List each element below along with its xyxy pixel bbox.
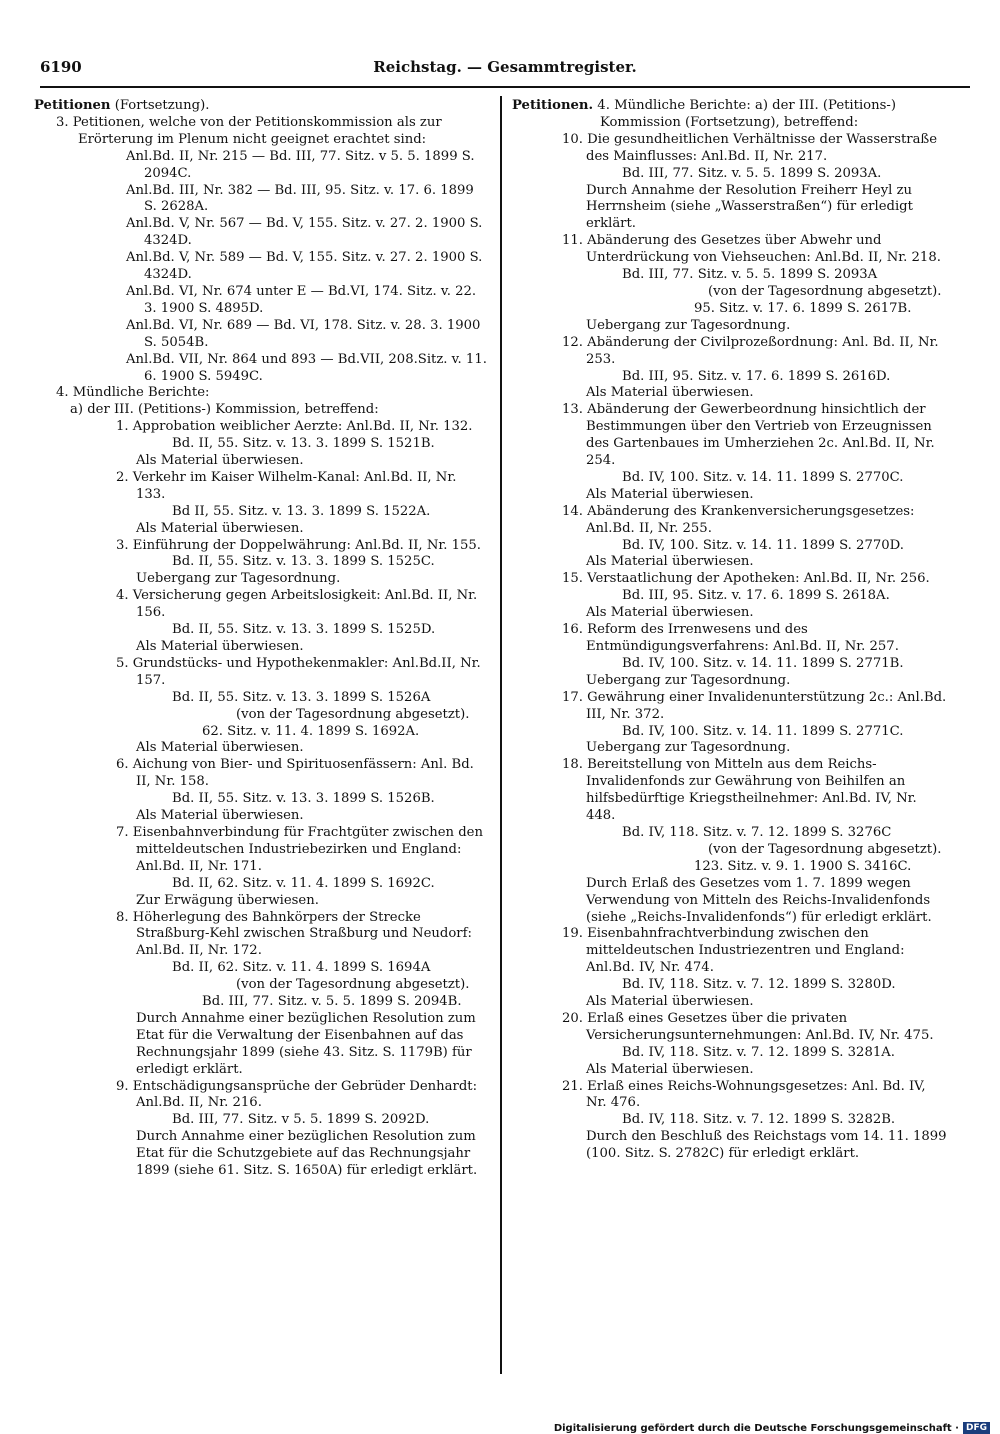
register-entry	[512, 504, 948, 572]
entry-reference: 95. Sitz. v. 17. 6. 1899 S. 2617B.	[694, 300, 912, 316]
section-3-refs	[62, 149, 488, 386]
entry-title: 5. Grundstücks- und Hypothekenmakler: Anl.Bd.II, Nr. 157.	[116, 655, 481, 688]
entry-title: 13. Abänderung der Gewerbeordnung hinsichtlich der Bestimmungen über den Vertrieb von Erzeugnissen des Gartenbaues im Umherziehen 2c. Anl.Bd. II, Nr. 254.	[562, 402, 935, 469]
entry-reference: Bd. IV, 100. Sitz. v. 14. 11. 1899 S. 2770C.	[622, 469, 904, 485]
register-entry	[512, 571, 948, 622]
register-entry	[62, 588, 488, 656]
section-3-ref: Anl.Bd. V, Nr. 567 — Bd. V, 155. Sitz. v. 27. 2. 1900 S. 4324D.	[126, 216, 483, 249]
page-header	[40, 58, 970, 82]
entry-reference: Bd. IV, 100. Sitz. v. 14. 11. 1899 S. 2771C.	[622, 723, 904, 739]
register-entry	[512, 335, 948, 403]
register-entry	[512, 132, 948, 233]
entry-title: 1. Approbation weiblicher Aerzte: Anl.Bd. II, Nr. 132.	[116, 419, 473, 435]
entry-reference: Bd II, 55. Sitz. v. 13. 3. 1899 S. 1522A.	[172, 503, 431, 519]
entry-reference: Bd. III, 77. Sitz. v. 5. 5. 1899 S. 2094B.	[202, 994, 462, 1010]
entry-title: 6. Aichung von Bier- und Spirituosenfässern: Anl. Bd. II, Nr. 158.	[116, 757, 474, 790]
entry-title: 7. Eisenbahnverbindung für Frachtgüter zwischen den mitteldeutschen Industriebezirken und England: Anl.Bd. II, Nr. 171.	[116, 824, 483, 874]
entry-result: Durch den Beschluß des Reichstags vom 14. 11. 1899 (100. Sitz. S. 2782C) für erledigt erklärt.	[586, 1129, 947, 1162]
page-number: 6190	[40, 58, 82, 76]
register-entry	[512, 926, 948, 1011]
register-entry	[62, 910, 488, 1079]
entry-title: 19. Eisenbahnfrachtverbindung zwischen den mitteldeutschen Industriezentren und England: Anl.Bd. IV, Nr. 474.	[562, 926, 905, 976]
entry-reference: (von der Tagesordnung abgesetzt).	[708, 841, 942, 857]
register-entry	[512, 1079, 948, 1164]
register-entry	[62, 825, 488, 910]
entry-result: Als Material überwiesen.	[586, 554, 754, 570]
register-entry	[512, 757, 948, 926]
entry-reference: (von der Tagesordnung abgesetzt).	[708, 283, 942, 299]
entry-result: Als Material überwiesen.	[586, 994, 754, 1010]
heading-word: Petitionen.	[512, 98, 594, 113]
entry-result: Als Material überwiesen.	[586, 605, 754, 621]
dfg-logo-icon: DFG	[963, 1422, 990, 1434]
entry-title: 17. Gewährung einer Invalidenunterstützung 2c.: Anl.Bd. III, Nr. 372.	[562, 689, 947, 722]
entry-reference: Bd. III, 95. Sitz. v. 17. 6. 1899 S. 2618A.	[622, 588, 890, 604]
right-item-list	[512, 132, 948, 1163]
entry-result: Als Material überwiesen.	[136, 740, 304, 756]
register-entry	[512, 622, 948, 690]
entry-title: 14. Abänderung des Krankenversicherungsgesetzes: Anl.Bd. II, Nr. 255.	[562, 503, 915, 536]
footer-text: Digitalisierung gefördert durch die Deutsche Forschungsgemeinschaft ·	[553, 1422, 959, 1434]
entry-result: Durch Annahme einer bezüglichen Resolution zum Etat für die Verwaltung der Eisenbahnen auf das Rechnungsjahr 1899 (siehe 43. Sitz. S. 1179B) für erledigt erklärt.	[136, 1010, 476, 1077]
entry-result: Uebergang zur Tagesordnung.	[586, 317, 791, 333]
entry-reference: Bd. III, 77. Sitz. v 5. 5. 1899 S. 2092D.	[172, 1112, 430, 1128]
register-entry	[62, 538, 488, 589]
register-entry	[62, 470, 488, 538]
right-heading	[512, 98, 948, 132]
entry-reference: Bd. III, 77. Sitz. v. 5. 5. 1899 S. 2093A.	[622, 165, 882, 181]
section-3-ref: Anl.Bd. VII, Nr. 864 und 893 — Bd.VII, 208.Sitz. v. 11. 6. 1900 S. 5949C.	[126, 351, 487, 384]
entry-title: 4. Versicherung gegen Arbeitslosigkeit: Anl.Bd. II, Nr. 156.	[116, 588, 478, 621]
register-entry	[62, 419, 488, 470]
running-title: Reichstag. — Gesammtregister.	[373, 58, 637, 76]
register-entry	[512, 690, 948, 758]
entry-reference: Bd. II, 62. Sitz. v. 11. 4. 1899 S. 1692C.	[172, 875, 435, 891]
left-column	[34, 98, 488, 1180]
entry-title: 18. Bereitstellung von Mitteln aus dem Reichs-Invalidenfonds zur Gewährung von Beihilfen an hilfsbedürftige Kriegstheilnehmer: Anl.Bd. IV, Nr. 448.	[562, 757, 917, 824]
entry-reference: Bd. II, 55. Sitz. v. 13. 3. 1899 S. 1525C.	[172, 554, 435, 570]
column-divider	[500, 96, 502, 1374]
entry-reference: Bd. IV, 100. Sitz. v. 14. 11. 1899 S. 2770D.	[622, 537, 904, 553]
entry-result: Zur Erwägung überwiesen.	[136, 892, 319, 908]
entry-reference: 62. Sitz. v. 11. 4. 1899 S. 1692A.	[202, 723, 420, 739]
entry-reference: Bd. II, 55. Sitz. v. 13. 3. 1899 S. 1526A	[172, 689, 431, 705]
entry-result: Durch Annahme einer bezüglichen Resolution zum Etat für die Schutzgebiete auf das Rechnungsjahr 1899 (siehe 61. Sitz. S. 1650A) für erledigt erklärt.	[136, 1129, 478, 1179]
entry-title: 12. Abänderung der Civilprozeßordnung: Anl. Bd. II, Nr. 253.	[562, 334, 939, 367]
entry-result: Als Material überwiesen.	[136, 639, 304, 654]
entry-reference: (von der Tagesordnung abgesetzt).	[236, 706, 470, 722]
entry-reference: Bd. IV, 118. Sitz. v. 7. 12. 1899 S. 3276C	[622, 824, 892, 840]
entry-title: 16. Reform des Irrenwesens und des Entmündigungsverfahrens: Anl.Bd. II, Nr. 257.	[562, 622, 899, 654]
register-entry	[62, 757, 488, 825]
entry-reference: Bd. II, 55. Sitz. v. 13. 3. 1899 S. 1521B.	[172, 436, 435, 452]
section-3-text: 3. Petitionen, welche von der Petitionskommission als zur Erörterung im Plenum nicht geeignet erachtet sind:	[56, 114, 442, 147]
entry-reference: Bd. III, 77. Sitz. v. 5. 5. 1899 S. 2093A	[622, 267, 878, 283]
entry-reference: Bd. IV, 118. Sitz. v. 7. 12. 1899 S. 3280D.	[622, 977, 896, 993]
heading-suffix: 4. Mündliche Berichte: a) der III. (Petitions-) Kommission (Fortsetzung), betreffend:	[593, 98, 896, 130]
section-3-ref: Anl.Bd. II, Nr. 215 — Bd. III, 77. Sitz. v 5. 5. 1899 S. 2094C.	[126, 148, 475, 181]
entry-title: 10. Die gesundheitlichen Verhältnisse der Wasserstraße des Mainflusses: Anl.Bd. II, Nr. 217.	[562, 131, 938, 164]
entry-reference: Bd. IV, 100. Sitz. v. 14. 11. 1899 S. 2771B.	[622, 655, 904, 671]
entry-title: 2. Verkehr im Kaiser Wilhelm-Kanal: Anl.Bd. II, Nr. 133.	[116, 469, 457, 502]
entry-result: Als Material überwiesen.	[136, 520, 304, 536]
entry-title: 15. Verstaatlichung der Apotheken: Anl.Bd. II, Nr. 256.	[562, 571, 930, 587]
entry-result: Als Material überwiesen.	[586, 1061, 754, 1077]
entry-reference: Bd. II, 55. Sitz. v. 13. 3. 1899 S. 1526B.	[172, 791, 435, 807]
page-footer	[554, 1422, 990, 1434]
register-entry	[62, 1079, 488, 1180]
heading-word: Petitionen	[34, 98, 111, 113]
entry-reference: Bd. IV, 118. Sitz. v. 7. 12. 1899 S. 3282B.	[622, 1112, 896, 1128]
entry-result: Als Material überwiesen.	[586, 385, 754, 401]
entry-reference: Bd. IV, 118. Sitz. v. 7. 12. 1899 S. 3281A.	[622, 1044, 895, 1060]
entry-result: Durch Annahme der Resolution Freiherr Heyl zu Herrnsheim (siehe „Wasserstraßen“) für erledigt erklärt.	[586, 182, 913, 232]
entry-result: Uebergang zur Tagesordnung.	[136, 571, 341, 587]
entry-result: Als Material überwiesen.	[136, 453, 304, 469]
entry-reference: Bd. II, 55. Sitz. v. 13. 3. 1899 S. 1525D.	[172, 622, 436, 638]
register-entry	[512, 402, 948, 503]
entry-title: 9. Entschädigungsansprüche der Gebrüder Denhardt: Anl.Bd. II, Nr. 216.	[116, 1078, 478, 1111]
entry-reference: (von der Tagesordnung abgesetzt).	[236, 977, 470, 993]
entry-result: Uebergang zur Tagesordnung.	[586, 672, 791, 688]
heading-suffix: (Fortsetzung).	[110, 98, 210, 113]
section-3-ref: Anl.Bd. VI, Nr. 674 unter E — Bd.VI, 174. Sitz. v. 22. 3. 1900 S. 4895D.	[126, 283, 477, 316]
entry-title: 21. Erlaß eines Reichs-Wohnungsgesetzes: Anl. Bd. IV, Nr. 476.	[562, 1078, 926, 1111]
entry-reference: 123. Sitz. v. 9. 1. 1900 S. 3416C.	[694, 858, 912, 874]
entry-result: Als Material überwiesen.	[136, 808, 304, 824]
entry-result: Uebergang zur Tagesordnung.	[586, 740, 791, 756]
register-entry	[62, 656, 488, 757]
entry-result: Als Material überwiesen.	[586, 486, 754, 502]
section-3-ref: Anl.Bd. VI, Nr. 689 — Bd. VI, 178. Sitz. v. 28. 3. 1900 S. 5054B.	[126, 317, 481, 350]
entry-title: 3. Einführung der Doppelwährung: Anl.Bd. II, Nr. 155.	[116, 537, 481, 553]
section-3-ref: Anl.Bd. V, Nr. 589 — Bd. V, 155. Sitz. v. 27. 2. 1900 S. 4324D.	[126, 250, 483, 283]
section-4-text: 4. Mündliche Berichte:	[56, 385, 210, 401]
entry-title: 20. Erlaß eines Gesetzes über die privaten Versicherungsunternehmungen: Anl.Bd. IV, Nr. 475.	[562, 1010, 934, 1043]
entry-result: Durch Erlaß des Gesetzes vom 1. 7. 1899 wegen Verwendung von Mitteln des Reichs-Invalidenfonds (siehe „Reichs-Invalidenfonds“) für erledigt erklärt.	[586, 875, 932, 925]
register-entry	[512, 233, 948, 334]
register-entry	[512, 1011, 948, 1079]
entry-reference: Bd. II, 62. Sitz. v. 11. 4. 1899 S. 1694A	[172, 960, 431, 976]
section-3-ref: Anl.Bd. III, Nr. 382 — Bd. III, 95. Sitz. v. 17. 6. 1899 S. 2628A.	[126, 182, 474, 215]
left-item-list	[62, 419, 488, 1180]
header-rule	[40, 86, 970, 88]
entry-title: 11. Abänderung des Gesetzes über Abwehr und Unterdrückung von Viehseuchen: Anl.Bd. II, Nr. 218.	[562, 233, 941, 266]
entry-reference: Bd. III, 95. Sitz. v. 17. 6. 1899 S. 2616D.	[622, 368, 891, 384]
section-4a-text: a) der III. (Petitions-) Kommission, betreffend:	[70, 402, 379, 418]
entry-title: 8. Höherlegung des Bahnkörpers der Strecke Straßburg-Kehl zwischen Straßburg und Neudorf: Anl.Bd. II, Nr. 172.	[116, 909, 472, 959]
right-column	[512, 98, 948, 1163]
left-heading	[34, 98, 488, 115]
